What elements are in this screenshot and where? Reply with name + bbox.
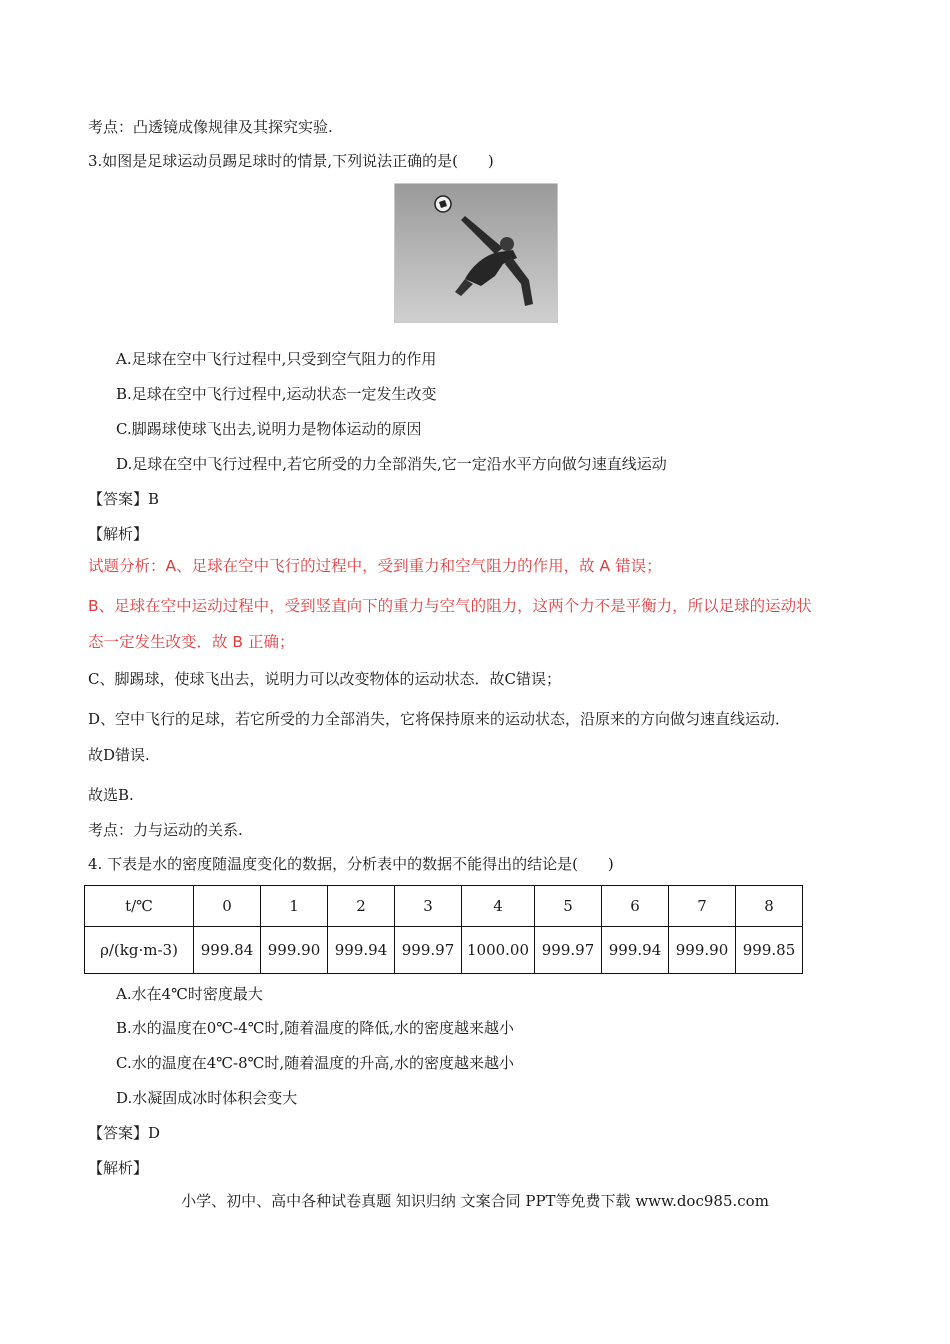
football-kick-photo	[394, 183, 558, 323]
option-3d: D.足球在空中飞行过程中,若它所受的力全部消失,它一定沿水平方向做匀速直线运动	[116, 455, 667, 473]
analysis-4-heading: 【解析】	[88, 1159, 149, 1177]
option-3b: B.足球在空中飞行过程中,运动状态一定发生改变	[116, 385, 437, 403]
answer-4: 【答案】D	[88, 1124, 161, 1142]
analysis-red-line-1: 试题分析：A、足球在空中飞行的过程中，受到重力和空气阻力的作用，故 A 错误；	[88, 557, 662, 575]
density-cell: 999.97	[535, 927, 602, 974]
option-4d: D.水凝固成冰时体积会变大	[116, 1089, 298, 1107]
analysis-red-line-2: B、足球在空中运动过程中，受到竖直向下的重力与空气的阻力，这两个力不是平衡力，所以足球的运动状	[88, 597, 812, 615]
table-row	[85, 886, 803, 927]
football-player-icon	[395, 184, 557, 322]
density-cell: 999.84	[194, 927, 261, 974]
kaodian-line-2: 考点：力与运动的关系.	[88, 821, 243, 839]
option-3a: A.足球在空中飞行过程中,只受到空气阻力的作用	[116, 350, 437, 368]
temp-cell: 1	[261, 886, 328, 927]
density-cell: 999.90	[261, 927, 328, 974]
option-4c: C.水的温度在4℃-8℃时,随着温度的升高,水的密度越来越小	[116, 1054, 514, 1072]
analysis-c-line: C、脚踢球，使球飞出去，说明力可以改变物体的运动状态．故C错误；	[88, 670, 561, 688]
footer-text: 小学、初中、高中各种试卷真题 知识归纳 文案合同 PPT等免费下载 www.doc985.com	[181, 1192, 769, 1210]
temp-cell: 6	[602, 886, 669, 927]
kaodian-line-1: 考点：凸透镜成像规律及其探究实验.	[88, 118, 333, 136]
temp-cell: 7	[669, 886, 736, 927]
temp-cell: 4	[462, 886, 535, 927]
density-cell: 1000.00	[462, 927, 535, 974]
density-cell: 999.97	[395, 927, 462, 974]
density-cell: 999.85	[736, 927, 803, 974]
conclusion-line: 故选B.	[88, 786, 134, 804]
analysis-red-line-3: 态一定发生改变．故 B 正确；	[88, 633, 295, 651]
table-row	[85, 927, 803, 974]
temp-cell: 2	[328, 886, 395, 927]
question-4: 4. 下表是水的密度随温度变化的数据，分析表中的数据不能得出的结论是( )	[88, 855, 614, 873]
analysis-d-line-1: D、空中飞行的足球，若它所受的力全部消失，它将保持原来的运动状态，沿原来的方向做匀速直线运动．	[88, 710, 791, 728]
analysis-d-line-2: 故D错误.	[88, 746, 150, 764]
temp-cell: 0	[194, 886, 261, 927]
density-table	[84, 885, 803, 974]
analysis-3-heading: 【解析】	[88, 525, 149, 543]
table-row-label-cell: ρ/(kg·m-3)	[85, 927, 194, 974]
option-4a: A.水在4℃时密度最大	[116, 985, 263, 1003]
option-4b: B.水的温度在0℃-4℃时,随着温度的降低,水的密度越来越小	[116, 1019, 515, 1037]
density-cell: 999.94	[602, 927, 669, 974]
temp-cell: 8	[736, 886, 803, 927]
temp-cell: 3	[395, 886, 462, 927]
temp-cell: 5	[535, 886, 602, 927]
density-cell: 999.94	[328, 927, 395, 974]
question-3: 3.如图是足球运动员踢足球时的情景,下列说法正确的是( )	[88, 152, 494, 170]
table-header-cell: t/℃	[85, 886, 194, 927]
answer-3: 【答案】B	[88, 490, 160, 508]
density-cell: 999.90	[669, 927, 736, 974]
option-3c: C.脚踢球使球飞出去,说明力是物体运动的原因	[116, 420, 422, 438]
